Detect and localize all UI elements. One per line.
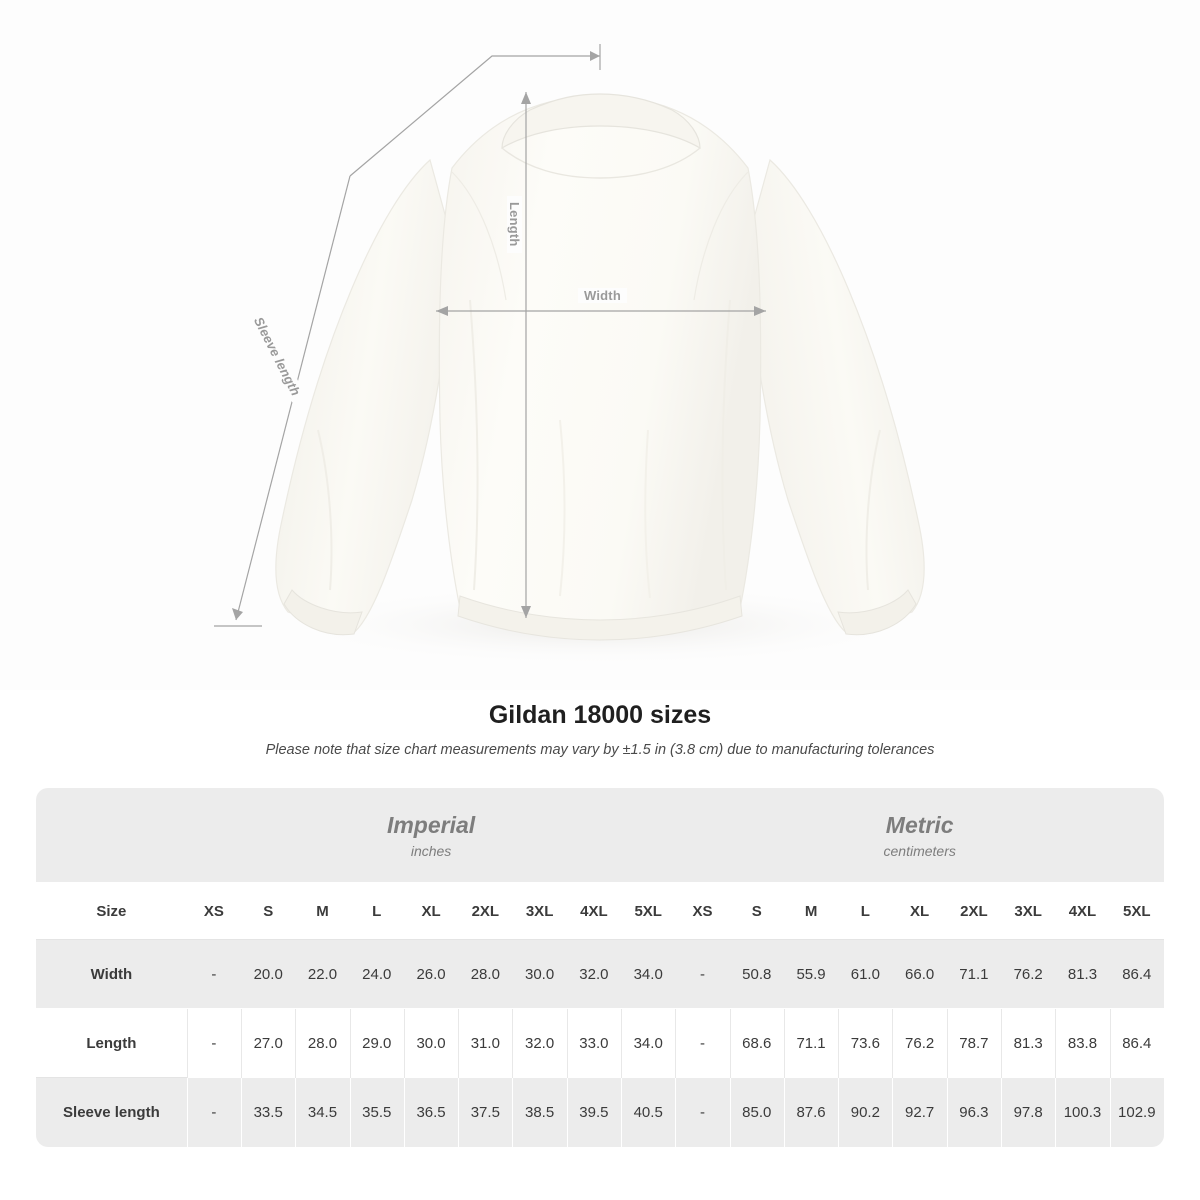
cell-length-imperial-5xl: 34.0 [621,1009,675,1078]
cell-length-imperial-2xl: 31.0 [458,1009,512,1078]
tolerance-note: Please note that size chart measurements may vary by ±1.5 in (3.8 cm) due to manufacturing tolerances [265,742,935,758]
cell-sleeve-imperial-s: 33.5 [241,1078,295,1147]
cell-sleeve-metric-s: 85.0 [730,1078,784,1147]
cell-width-imperial-s: 20.0 [241,940,295,1009]
cell-width-imperial-4xl: 32.0 [567,940,621,1009]
cell-sleeve-imperial-5xl: 40.5 [621,1078,675,1147]
cell-width-imperial-m: 22.0 [295,940,349,1009]
cell-length-metric-l: 73.6 [838,1009,892,1078]
cell-sleeve-metric-2xl: 96.3 [947,1078,1001,1147]
cell-width-metric-m: 55.9 [784,940,838,1009]
cell-width-metric-2xl: 71.1 [947,940,1001,1009]
header-size-metric-2xl: 2XL [947,882,1001,940]
title-block [0,700,1200,758]
header-size-imperial-4xl: 4XL [567,882,621,940]
unit-spacer-cell [36,788,187,882]
header-size-metric-4xl: 4XL [1055,882,1109,940]
cell-width-imperial-xs: - [187,940,241,1009]
header-size-imperial-xl: XL [404,882,458,940]
cell-length-imperial-m: 28.0 [295,1009,349,1078]
length-dimension-label: Length [507,196,522,253]
cell-width-imperial-l: 24.0 [350,940,404,1009]
header-size-imperial-3xl: 3XL [512,882,566,940]
header-size-imperial-2xl: 2XL [458,882,512,940]
size-header-label: Size [36,882,187,940]
cell-length-metric-xs: - [675,1009,729,1078]
cell-width-imperial-5xl: 34.0 [621,940,675,1009]
cell-length-imperial-l: 29.0 [350,1009,404,1078]
cell-width-metric-l: 61.0 [838,940,892,1009]
cell-width-metric-4xl: 81.3 [1055,940,1109,1009]
cell-sleeve-imperial-4xl: 39.5 [567,1078,621,1147]
table-row-width [36,940,1164,1009]
cell-width-metric-s: 50.8 [730,940,784,1009]
cell-sleeve-metric-l: 90.2 [838,1078,892,1147]
cell-sleeve-imperial-2xl: 37.5 [458,1078,512,1147]
cell-sleeve-metric-5xl: 102.9 [1110,1078,1164,1147]
header-size-metric-m: M [784,882,838,940]
cell-sleeve-metric-xs: - [675,1078,729,1147]
table-row-length [36,1009,1164,1078]
header-size-metric-xl: XL [892,882,946,940]
header-size-metric-xs: XS [675,882,729,940]
cell-sleeve-metric-4xl: 100.3 [1055,1078,1109,1147]
cell-sleeve-imperial-3xl: 38.5 [512,1078,566,1147]
cell-length-metric-5xl: 86.4 [1110,1009,1164,1078]
header-size-metric-l: L [838,882,892,940]
unit-metric-cell [675,788,1164,882]
unit-metric-name: Metric [885,811,954,838]
cell-width-imperial-3xl: 30.0 [512,940,566,1009]
row-label-sleeve-length: Sleeve length [36,1078,187,1147]
unit-imperial-cell [187,788,676,882]
cell-length-imperial-s: 27.0 [241,1009,295,1078]
cell-length-metric-xl: 76.2 [892,1009,946,1078]
unit-metric-sub: centimeters [883,843,956,860]
page-title: Gildan 18000 sizes [488,701,712,729]
sleeve-length-dimension-label: Sleeve length [249,310,306,403]
size-table-container [36,788,1164,1147]
cell-sleeve-metric-m: 87.6 [784,1078,838,1147]
size-header-row [36,882,1164,940]
cell-length-metric-3xl: 81.3 [1001,1009,1055,1078]
header-size-imperial-s: S [241,882,295,940]
header-size-imperial-xs: XS [187,882,241,940]
cell-length-imperial-4xl: 33.0 [567,1009,621,1078]
cell-length-imperial-xl: 30.0 [404,1009,458,1078]
cell-sleeve-imperial-xs: - [187,1078,241,1147]
cell-length-imperial-3xl: 32.0 [512,1009,566,1078]
cell-width-imperial-2xl: 28.0 [458,940,512,1009]
row-label-width: Width [36,940,187,1009]
unit-header-row [36,788,1164,882]
unit-imperial-name: Imperial [386,811,476,838]
cell-length-metric-4xl: 83.8 [1055,1009,1109,1078]
header-size-metric-5xl: 5XL [1110,882,1164,940]
cell-width-metric-5xl: 86.4 [1110,940,1164,1009]
cell-width-metric-xl: 66.0 [892,940,946,1009]
cell-length-metric-2xl: 78.7 [947,1009,1001,1078]
cell-width-metric-xs: - [675,940,729,1009]
header-size-imperial-5xl: 5XL [621,882,675,940]
cell-length-imperial-xs: - [187,1009,241,1078]
cell-length-metric-m: 71.1 [784,1009,838,1078]
size-table [36,788,1164,1147]
cell-sleeve-imperial-xl: 36.5 [404,1078,458,1147]
cell-sleeve-metric-3xl: 97.8 [1001,1078,1055,1147]
table-row-sleeve-length [36,1078,1164,1147]
header-size-metric-3xl: 3XL [1001,882,1055,940]
cell-length-metric-s: 68.6 [730,1009,784,1078]
unit-imperial-sub: inches [410,843,452,860]
cell-sleeve-metric-xl: 92.7 [892,1078,946,1147]
width-dimension-label: Width [578,288,627,303]
row-label-length: Length [36,1009,187,1078]
cell-sleeve-imperial-m: 34.5 [295,1078,349,1147]
header-size-imperial-l: L [350,882,404,940]
header-size-imperial-m: M [295,882,349,940]
header-size-metric-s: S [730,882,784,940]
cell-width-imperial-xl: 26.0 [404,940,458,1009]
cell-width-metric-3xl: 76.2 [1001,940,1055,1009]
cell-sleeve-imperial-l: 35.5 [350,1078,404,1147]
